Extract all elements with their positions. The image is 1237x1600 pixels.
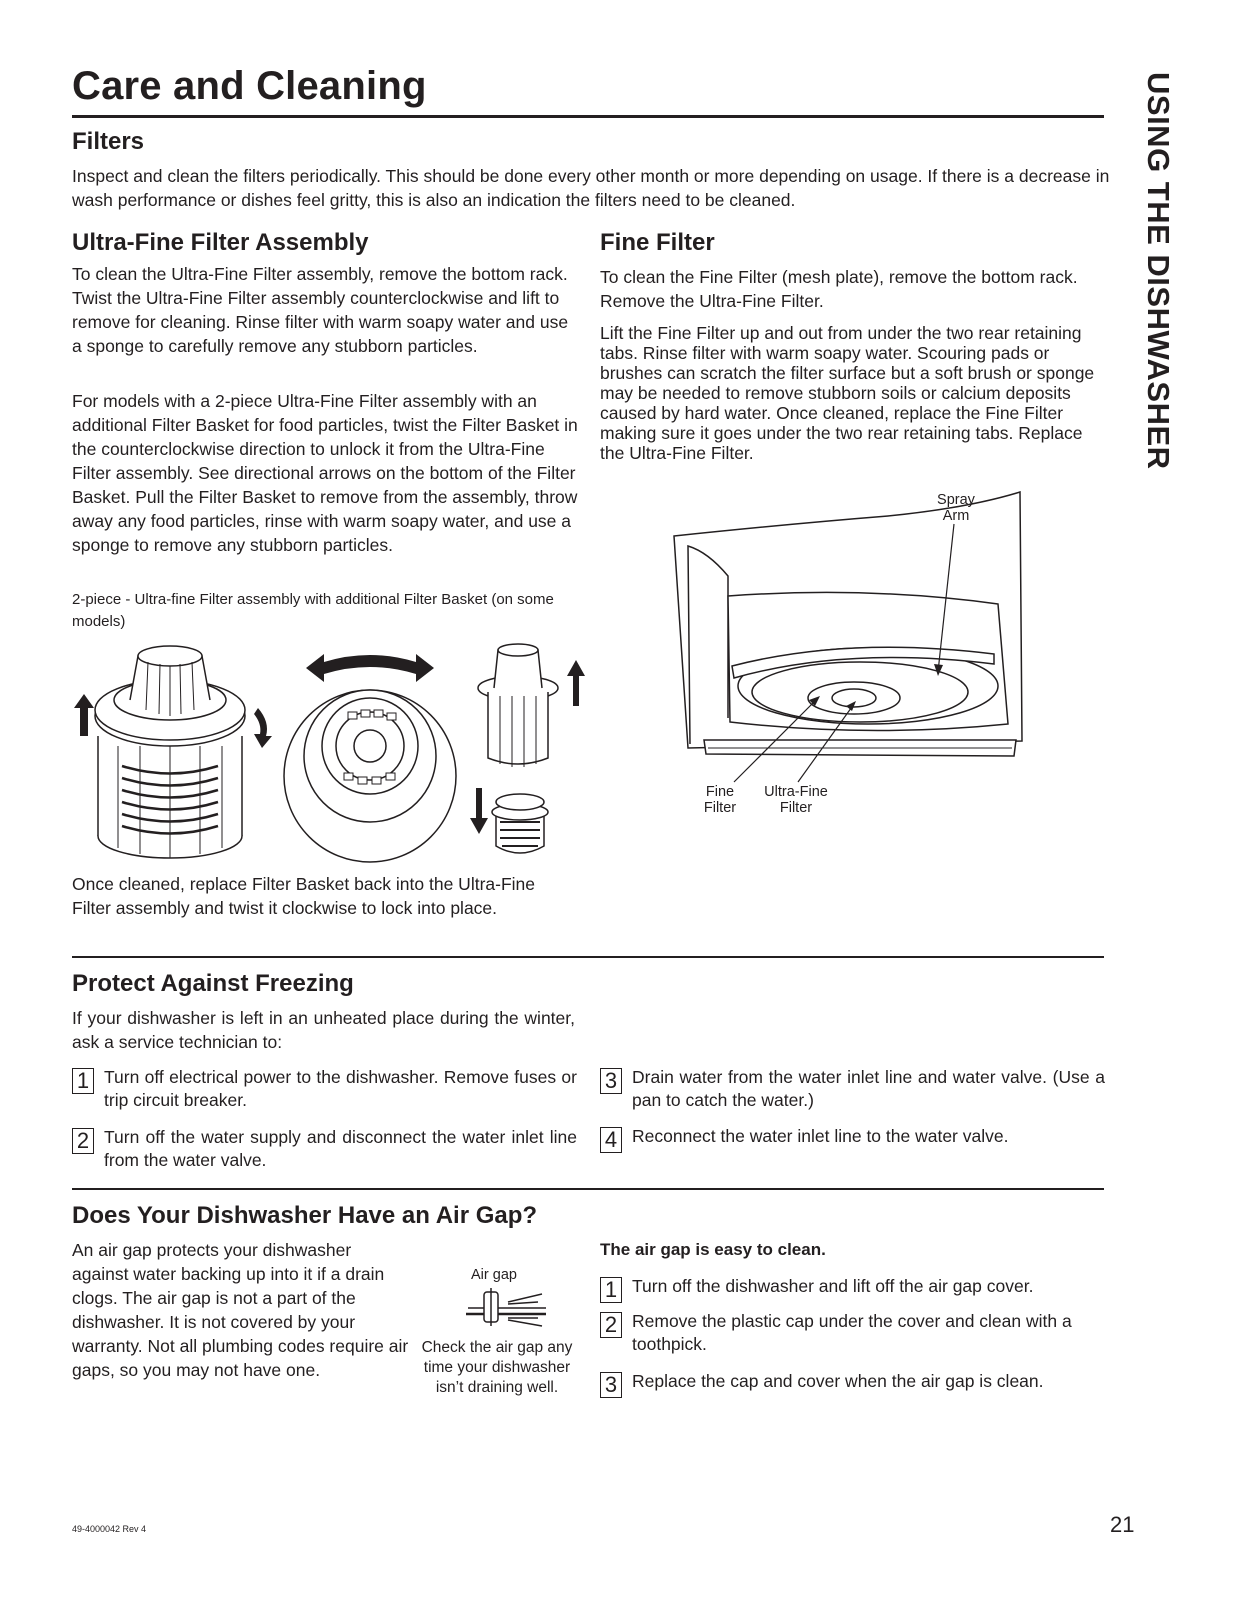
fine-filter-heading: Fine Filter: [600, 229, 715, 256]
freezing-intro: If your dishwasher is left in an unheated place during the winter, ask a service technician to:: [72, 1008, 575, 1052]
air-gap-heading: Does Your Dishwasher Have an Air Gap?: [72, 1202, 538, 1229]
step-number: 3: [600, 1068, 622, 1094]
filters-heading: Filters: [72, 128, 145, 155]
freezing-heading: Protect Against Freezing: [72, 970, 354, 997]
pull-arrow-icon: [470, 788, 488, 834]
step-number: 2: [600, 1312, 622, 1338]
filter-basket-drawing: [478, 644, 558, 853]
air-gap-step: [600, 1310, 1110, 1356]
ultra-fine-para-3: Once cleaned, replace Filter Basket back into the Ultra-Fine Filter assembly and twist it clockwise to lock into place.: [72, 874, 535, 918]
svg-text:Check the air gap any: Check the air gap any: [421, 1339, 573, 1356]
svg-text:isn’t draining well.: isn’t draining well.: [435, 1379, 559, 1396]
section-rule-freezing: [72, 956, 1104, 958]
step-text: Turn off the water supply and disconnect the water inlet line from the water valve.: [104, 1127, 577, 1170]
dishwasher-tub-illustration: [668, 486, 1038, 822]
section-side-tab: USING THE DISHWASHER: [1141, 72, 1176, 470]
air-gap-figure-label: Air gap: [471, 1267, 517, 1283]
step-number: 1: [72, 1068, 94, 1094]
freezing-step: [600, 1066, 1105, 1112]
rotate-arrow-icon: [254, 708, 272, 748]
filter-top-view-drawing: [284, 690, 456, 862]
ultra-fine-para-2: For models with a 2-piece Ultra-Fine Filter assembly with an additional Filter Basket for food particles, twist the Filter Basket in the counterclockwise direction to unlock it from the Ultra-Fine Filter assembly. See directional arrows on the bottom of the Filter Basket. Pull the Filter Basket to remove from the assembly, throw away any food particles, rinse with warm soapy water, and use a sponge to remove any stubborn particles.: [72, 391, 578, 555]
fine-filter-label: [704, 784, 736, 816]
page-title: Care and Cleaning: [72, 64, 427, 108]
step-text: Replace the cap and cover when the air gap is clean.: [632, 1371, 1044, 1391]
step-text: Drain water from the water inlet line and water valve. (Use a pan to catch the water.): [632, 1067, 1105, 1110]
ultra-fine-filter-label: [764, 784, 828, 816]
freezing-step: [72, 1126, 577, 1172]
air-gap-figure-caption: [422, 1339, 573, 1396]
svg-text:Filter: Filter: [703, 800, 737, 816]
title-rule: [72, 115, 1104, 118]
freezing-step: [600, 1125, 1105, 1153]
air-gap-step: [600, 1275, 1110, 1303]
svg-text:Arm: Arm: [942, 508, 970, 524]
document-code: 49-4000042 Rev 4: [72, 1524, 147, 1534]
ultra-fine-para-1: To clean the Ultra-Fine Filter assembly, remove the bottom rack. Twist the Ultra-Fine Filter assembly counterclockwise and lift to remove for cleaning. Rinse filter with warm soapy water and use a sponge to carefully remove any stubborn particles.: [72, 264, 569, 356]
fine-filter-para-2: Lift the Fine Filter up and out from under the two rear retaining tabs. Rinse filter with warm soapy water. Scouring pads or brushes can scratch the filter surface but a soft brush or sponge may be needed to remove stubborn soils or calcium deposits caused by hard water. Once cleaned, replace the Fine Filter making sure it goes under the two rear retaining tabs. Replace the Ultra-Fine Filter.: [600, 323, 1095, 463]
filters-intro: Inspect and clean the filters periodically. This should be done every other month or more depending on usage. If there is a decrease in wash performance or dishes feel gritty, this is also an indication the filters need to be cleaned.: [72, 166, 1110, 210]
section-rule-air-gap: [72, 1188, 1104, 1190]
air-gap-drawing: [466, 1288, 546, 1326]
svg-text:Ultra-Fine: Ultra-Fine: [764, 784, 828, 800]
up-arrow-icon: [74, 694, 94, 736]
step-text: Turn off electrical power to the dishwasher. Remove fuses or trip circuit breaker.: [104, 1067, 577, 1110]
ultra-fine-figure-caption: 2-piece - Ultra-fine Filter assembly with additional Filter Basket (on some models): [72, 591, 554, 630]
step-number: 2: [72, 1128, 94, 1154]
step-text: Reconnect the water inlet line to the water valve.: [632, 1126, 1009, 1146]
lift-arrow-icon: [567, 660, 585, 706]
step-number: 1: [600, 1277, 622, 1303]
svg-text:time your dishwasher: time your dishwasher: [423, 1359, 571, 1376]
step-number: 4: [600, 1127, 622, 1153]
page-number: 21: [1110, 1512, 1135, 1537]
air-gap-body: An air gap protects your dishwasher against water backing up into it if a drain clogs. The air gap is not a part of the dishwasher. It is not covered by your warranty. Not all plumbing codes require air gaps, so you may not have one.: [72, 1240, 409, 1380]
tub-drawing: [674, 492, 1022, 756]
twist-arrow-icon: [306, 654, 434, 682]
air-gap-easy-heading: The air gap is easy to clean.: [600, 1240, 826, 1259]
fine-filter-para-1: To clean the Fine Filter (mesh plate), remove the bottom rack. Remove the Ultra-Fine Filter.: [600, 267, 1078, 311]
svg-text:Spray: Spray: [937, 492, 975, 508]
svg-text:Filter: Filter: [779, 800, 813, 816]
svg-text:Fine: Fine: [705, 784, 735, 800]
step-text: Remove the plastic cap under the cover and clean with a toothpick.: [632, 1311, 1072, 1354]
freezing-step: [72, 1066, 577, 1112]
ultra-fine-heading: Ultra-Fine Filter Assembly: [72, 229, 369, 256]
air-gap-figure: [414, 1262, 580, 1400]
air-gap-step: [600, 1370, 1110, 1398]
ultra-fine-filter-illustration: [68, 636, 588, 868]
step-text: Turn off the dishwasher and lift off the air gap cover.: [632, 1276, 1034, 1296]
filter-assembly-drawing: [95, 646, 245, 858]
step-number: 3: [600, 1372, 622, 1398]
